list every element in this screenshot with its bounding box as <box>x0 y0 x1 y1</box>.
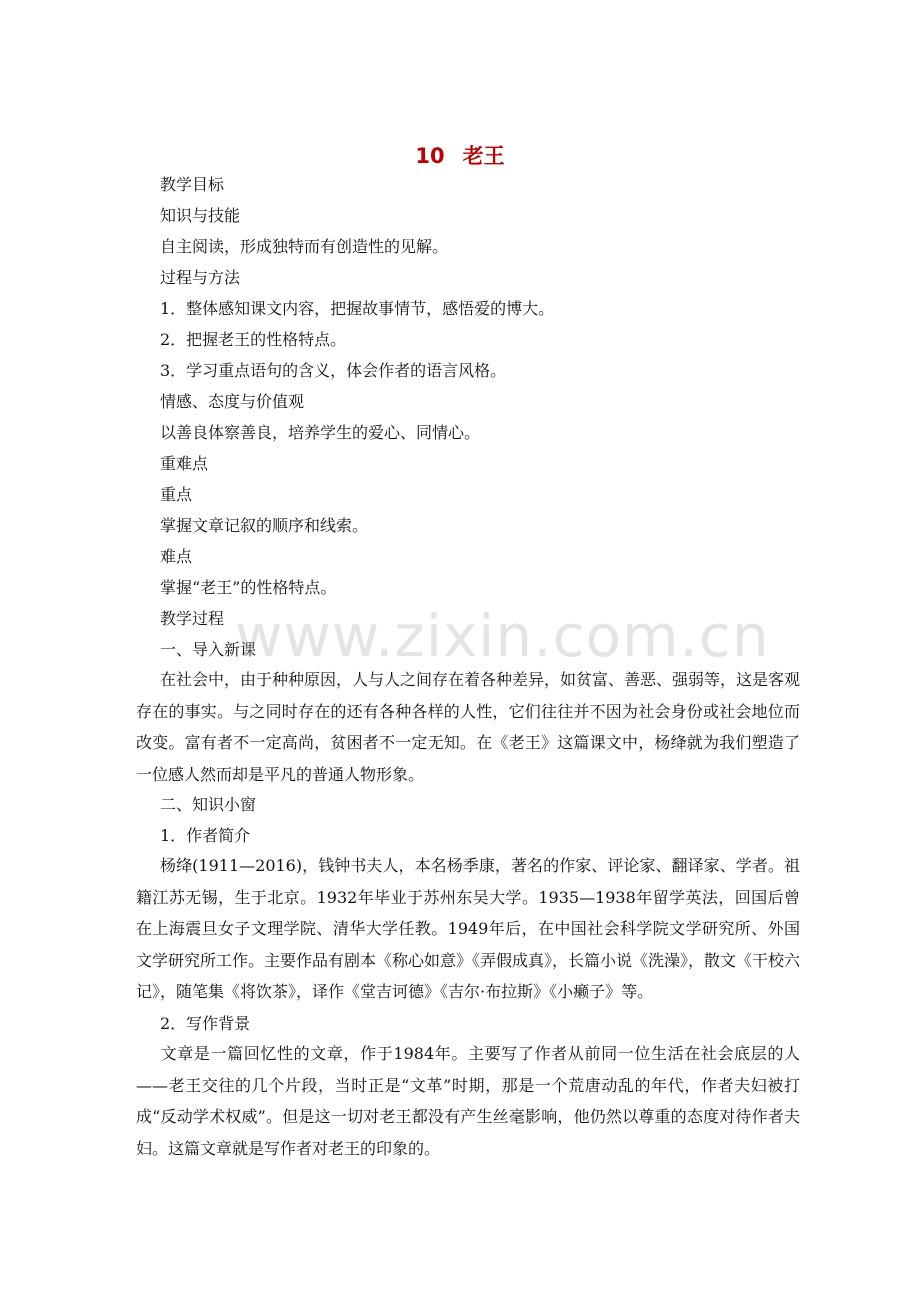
paragraph-author-text: 杨绛(1911—2016)，钱钟书夫人，本名杨季康，著名的作家、评论家、翻译家、学者。祖籍江苏无锡，生于北京。1932年毕业于苏州东吴大学。1935—1938年留学英法，回国后曾在上海震旦女子文理学院、清华大学任教。1949年后，在中国社会科学院文学研究所、外国文学研究所工作。主要作品有剧本《称心如意》《弄假成真》，长篇小说《洗澡》，散文《干校六记》，随笔集《将饮茶》，译作《堂吉诃德》《吉尔·布拉斯》《小癞子》等。 <box>136 856 801 1001</box>
heading-knowledge-skills: 知识与技能 <box>160 206 241 225</box>
heading-knowledge-window: 二、知识小窗 <box>160 795 257 814</box>
watermark: www.zixin.com.cn <box>235 602 770 670</box>
heading-difficulty: 难点 <box>160 547 193 566</box>
heading-key-difficult: 重难点 <box>160 454 209 473</box>
heading-author-intro: 1．作者简介 <box>160 826 251 845</box>
paragraph-intro-text: 在社会中，由于种种原因，人与人之间存在着各种差异，如贫富、善恶、强弱等，这是客观存在的事实。与之同时存在的还有各种各样的人性，它们往往并不因为社会身份或社会地位而改变。富有者不一定高尚，贫困者不一定无知。在《老王》这篇课文中，杨绛就为我们塑造了一位感人然而却是平凡的普通人物形象。 <box>136 670 801 784</box>
heading-emotion-values: 情感、态度与价值观 <box>160 392 305 411</box>
lesson-title <box>0 140 920 170</box>
paragraph-intro <box>136 664 800 790</box>
heading-writing-background: 2．写作背景 <box>160 1014 251 1033</box>
heading-teaching-process: 教学过程 <box>160 609 225 628</box>
heading-intro: 一、导入新课 <box>160 640 257 659</box>
paragraph-author <box>136 850 800 1008</box>
text-line: 1．整体感知课文内容，把握故事情节，感悟爱的博大。 <box>160 299 555 318</box>
paragraph-background-text: 文章是一篇回忆性的文章，作于1984年。主要写了作者从前同一位生活在社会底层的人——老王交往的几个片段，当时正是“文革”时期，那是一个荒唐动乱的年代，作者夫妇被打成“反动学术权威”。但是这一切对老王都没有产生丝毫影响，他仍然以尊重的态度对待作者夫妇。这篇文章就是写作者对老王的印象的。 <box>136 1044 800 1158</box>
text-line: 掌握“老王”的性格特点。 <box>160 578 337 597</box>
text-line: 3．学习重点语句的含义，体会作者的语言风格。 <box>160 361 507 380</box>
text-line: 掌握文章记叙的顺序和线索。 <box>160 516 369 535</box>
text-line: 自主阅读，形成独特而有创造性的见解。 <box>160 237 449 256</box>
text-line: 2．把握老王的性格特点。 <box>160 330 347 349</box>
lesson-number: 10 <box>415 144 445 168</box>
heading-key-point: 重点 <box>160 485 193 504</box>
paragraph-background <box>136 1038 800 1164</box>
heading-process-method: 过程与方法 <box>160 268 241 287</box>
text-line: 以善良体察善良，培养学生的爱心、同情心。 <box>160 423 481 442</box>
lesson-name: 老王 <box>462 144 505 168</box>
heading-objectives: 教学目标 <box>160 175 225 194</box>
